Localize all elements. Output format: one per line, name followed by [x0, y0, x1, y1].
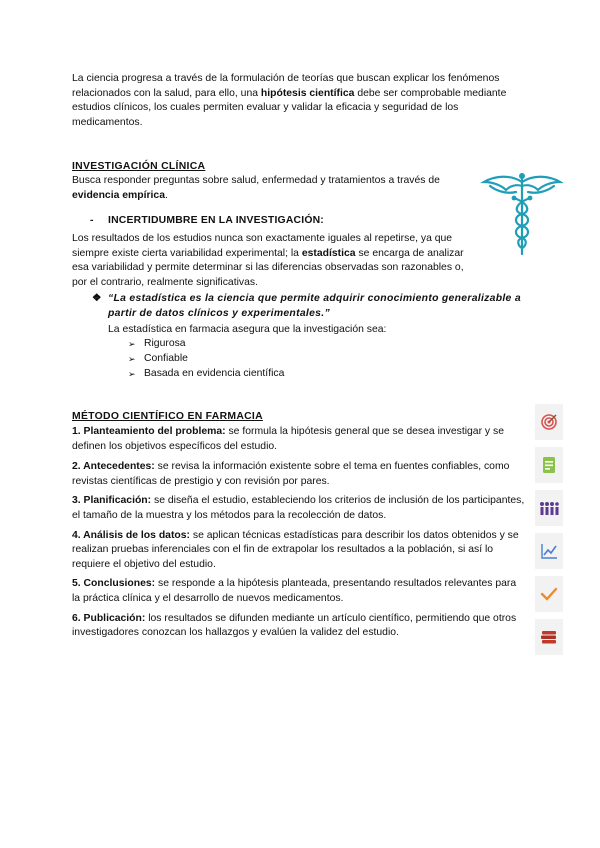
document-icon	[535, 447, 563, 483]
step-label: 1. Planteamiento del problema:	[72, 426, 226, 437]
checkmark-icon	[535, 576, 563, 612]
step-text: se revisa la información existente sobre el tema en fuentes confiables, como revistas científicas de prestigio y con revisión por pares.	[72, 461, 510, 487]
list-item-text: Confiable	[144, 353, 188, 365]
section-title-metodo-cientifico: MÉTODO CIENTÍFICO EN FARMACIA	[72, 411, 263, 422]
list-item-text: Rigurosa	[144, 338, 186, 350]
step-item	[72, 612, 527, 641]
section1-body	[72, 232, 477, 290]
caduceus-icon	[480, 168, 564, 258]
people-icon	[535, 490, 563, 526]
step-label: 2. Antecedentes:	[72, 461, 155, 473]
step-text: se diseña el estudio, estableciendo los criterios de inclusión de los participantes, el tamaño de la muestra y los métodos para la recolección de datos.	[72, 495, 525, 521]
line-chart-icon	[535, 533, 563, 569]
target-icon	[535, 404, 563, 440]
step-label: 3. Planificación:	[72, 495, 152, 507]
intro-text: La ciencia progresa a través de la formulación de teorías que buscan explicar los fenómenos relacionados con la salud, para ello, una	[72, 73, 500, 99]
intro-text-after: debe ser comprobable mediante estudios clínicos, los cuales permiten evaluar y validar la eficacia y seguridad de los medicamentos.	[72, 87, 507, 128]
step-text: los resultados se difunden mediante un artículo científico, permitiendo que otros investigadores conozcan los hallazgos y evalúen la validez del estudio.	[72, 612, 517, 639]
subheading-dash: -	[90, 215, 94, 226]
step-text: se aplican técnicas estadísticas para describir los datos obtenidos y se realizan pruebas inferenciales con el fin de extrapolar los resultados a la población, si así lo requiere el objetivo del estudio.	[72, 529, 519, 570]
section1-desc-end: .	[165, 189, 168, 201]
step-text: se responde a la hipótesis planteada, presentando resultados relevantes para la práctica clínica y el desarrollo de nuevos medicamentos.	[72, 578, 517, 604]
qualities-list	[128, 337, 284, 382]
section1-body-text: Los resultados de los estudios nunca son exactamente iguales al repetirse, ya que siempre existe cierta variabilidad experimental; la	[72, 233, 453, 259]
intro-paragraph	[72, 72, 524, 130]
step-item	[72, 494, 527, 523]
section1-body-bold: estadística	[301, 247, 356, 259]
section1-description	[72, 174, 472, 203]
books-icon	[535, 619, 563, 655]
list-item	[128, 352, 284, 367]
list-item	[128, 337, 284, 352]
step-item	[72, 529, 527, 573]
list-item-text: Basada en evidencia científica	[144, 368, 285, 380]
step-text: se formula la hipótesis general que se desea investigar y se definen los objetivos específicos del estudio.	[72, 426, 504, 452]
step-label: 5. Conclusiones:	[72, 578, 156, 590]
step-label: 4. Análisis de los datos:	[72, 529, 190, 541]
arrow-bullet-icon: ➢	[128, 354, 136, 365]
step-label: 6. Publicación:	[72, 612, 146, 624]
quote-followup: La estadística en farmacia asegura que la investigación sea:	[108, 324, 387, 335]
step-item	[72, 425, 527, 454]
statistics-quote	[92, 292, 532, 321]
subheading-text: INCERTIDUMBRE EN LA INVESTIGACIÓN:	[108, 215, 324, 226]
list-item	[128, 367, 284, 382]
side-icon-column	[535, 404, 563, 662]
section1-desc-text: Busca responder preguntas sobre salud, enfermedad y tratamientos a través de	[72, 175, 440, 186]
diamond-bullet-icon: ❖	[92, 293, 102, 304]
arrow-bullet-icon: ➢	[128, 339, 136, 350]
section1-desc-bold: evidencia empírica	[72, 189, 165, 201]
intro-bold: hipótesis científica	[260, 87, 355, 99]
step-item	[72, 577, 527, 606]
section-title-investigacion-clinica: INVESTIGACIÓN CLÍNICA	[72, 161, 206, 172]
quote-text: “La estadística es la ciencia que permite adquirir conocimiento generalizable a partir de datos clínicos y experimentales.”	[108, 293, 521, 319]
method-steps	[72, 425, 527, 641]
arrow-bullet-icon: ➢	[128, 369, 136, 380]
step-item	[72, 460, 527, 489]
subheading-incertidumbre	[90, 214, 324, 229]
section1-body-text-after: se encarga de analizar esa variabilidad y permite determinar si las diferencias observadas son razonables o, por el contrario, realmente significativas.	[72, 247, 464, 288]
